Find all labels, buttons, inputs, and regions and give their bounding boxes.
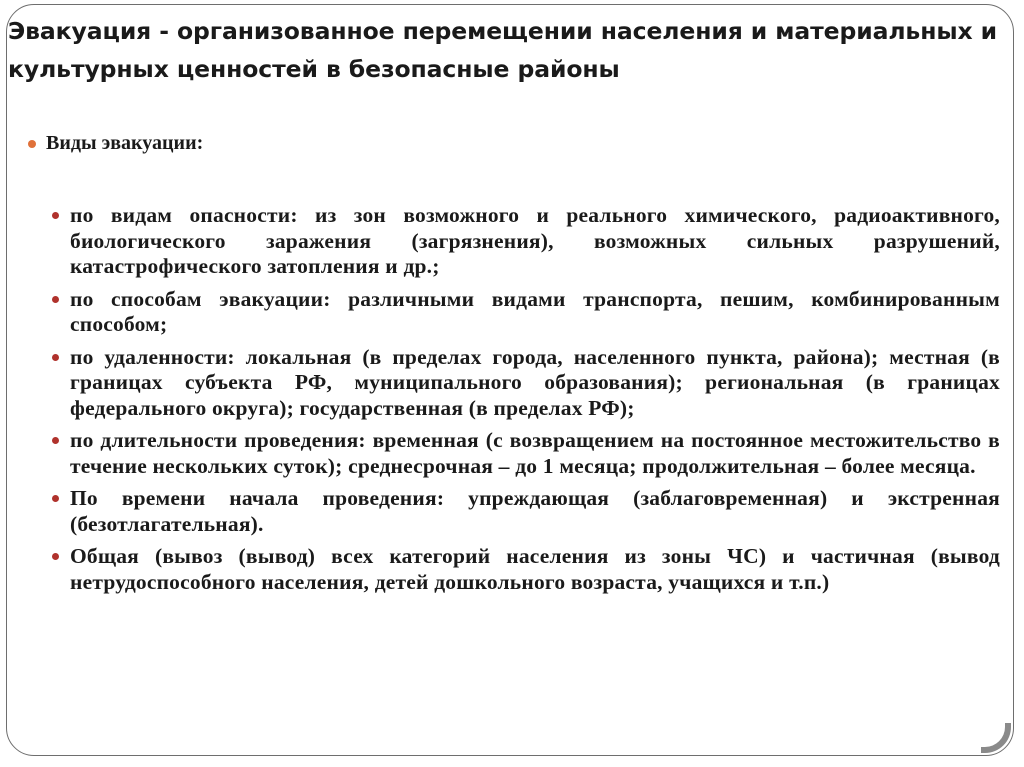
- bullet-icon: [52, 354, 59, 361]
- list-item-text: По времени начала проведения: упреждающая (заблаговременная) и экстренная (безотлагательная).: [70, 486, 1000, 536]
- bullet-icon: [52, 296, 59, 303]
- list-item: [52, 345, 1000, 422]
- frame-corner-shadow: [981, 723, 1011, 753]
- list-item: [52, 544, 1000, 595]
- list-item: [52, 203, 1000, 280]
- title-term: Эвакуация -: [8, 17, 177, 45]
- bullet-icon: [52, 495, 59, 502]
- list-item-text: Общая (вывоз (вывод) всех категорий населения из зоны ЧС) и частичная (вывод нетрудоспособного населения, детей дошкольного возраста, учащихся и т.п.): [70, 544, 1000, 594]
- title-definition: организованное перемещении населения и материальных и культурных ценностей в безопасные районы: [8, 17, 997, 83]
- list-item-text: по способам эвакуации: различными видами транспорта, пешим, комбинированным способом;: [70, 286, 1000, 336]
- bullet-icon: [52, 553, 59, 560]
- evacuation-types-heading: [28, 132, 203, 155]
- list-item: [52, 486, 1000, 537]
- list-item: [52, 287, 1000, 338]
- bullet-icon: [52, 437, 59, 444]
- heading-label: Виды эвакуации:: [46, 132, 204, 154]
- list-item-text: по видам опасности: из зон возможного и реального химического, радиоактивного, биологического заражения (загрязнения), возможных сильных разрушений, катастрофического затопления и др.;: [70, 203, 1000, 278]
- slide-title: [8, 12, 1008, 88]
- bullet-icon: [52, 212, 59, 219]
- list-item: [52, 428, 1000, 479]
- heading-bullet-icon: [28, 140, 36, 148]
- list-item-text: по длительности проведения: временная (с возвращением на постоянное местожительство в течение нескольких суток); среднесрочная – до 1 месяца; продолжительная – более месяца.: [70, 428, 1000, 478]
- list-item-text: по удаленности: локальная (в пределах города, населенного пункта, района); местная (в границах субъекта РФ, муниципального образования); региональная (в границах федерального округа); государственная (в пределах РФ);: [70, 344, 1000, 420]
- evacuation-types-list: [52, 203, 1000, 602]
